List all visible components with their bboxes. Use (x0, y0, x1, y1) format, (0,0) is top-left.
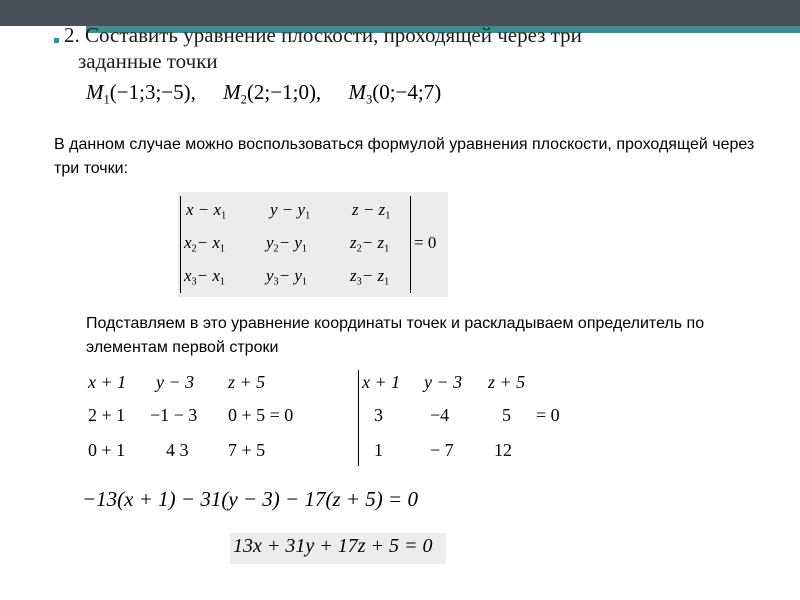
det-left-bar (180, 196, 181, 293)
det-cell-r1c1: $x - x_1$ (186, 200, 227, 222)
det-cell-r2c1: $x_2- x_1$ (184, 233, 226, 255)
left-det-r1c1: x + 1 (88, 372, 127, 392)
right-det-r1c2: y − 3 (424, 372, 463, 392)
left-det-r3c3: 7 + 5 (228, 440, 266, 460)
right-det-r2c2: −4 (430, 405, 450, 425)
det-cell-r1c2: $y - y_1$ (270, 200, 311, 222)
det-cell-r2c3: $z_2- z_1$ (350, 233, 390, 255)
right-det-r3c1: 1 (374, 440, 383, 460)
right-det-r1c3: z + 5 (488, 372, 526, 392)
left-det-r3c2: 4 3 (166, 440, 189, 460)
given-points (86, 80, 441, 107)
title-bullet-icon (54, 38, 59, 43)
right-det-r3c2: − 7 (430, 440, 454, 460)
left-det-r3c1: 0 + 1 (88, 440, 126, 460)
right-det-left-bar (358, 370, 359, 466)
heading-line-1: 2. Составить уравнение плоскости, проходящей через три (64, 23, 582, 47)
substitution-text: Подставляем в это уравнение координаты точек и раскладываем определитель по элементам первой строки (86, 315, 705, 356)
det-cell-r3c1: $x_3- x_1$ (184, 266, 226, 288)
right-det-r2c1: 3 (374, 405, 383, 425)
left-det-r1c3: z + 5 (228, 372, 266, 392)
right-det-r3c3: 12 (494, 440, 512, 460)
left-det-r2c3: 0 + 5 = 0 (228, 405, 294, 425)
expanded-equation: −13(x + 1) − 31(y − 3) − 17(z + 5) = 0 (82, 487, 418, 511)
heading-line-2: заданные точки (78, 49, 218, 73)
right-det-equals-zero: = 0 (536, 405, 560, 425)
right-det-r1c1: x + 1 (362, 372, 401, 392)
det-right-bar (410, 196, 411, 293)
det-cell-r3c2: $y_3- y_1$ (266, 266, 308, 288)
formula-intro-text: В данном случае можно воспользоваться формулой уравнения плоскости, проходящей через три точки: (54, 136, 755, 177)
point-m1: $M_1(-1;3;-5)$, (86, 80, 196, 107)
left-det-r2c1: 2 + 1 (88, 405, 126, 425)
det-cell-r2c2: $y_2- y_1$ (266, 233, 308, 255)
det-equals-zero: = 0 (414, 233, 437, 252)
left-det-r1c2: y − 3 (156, 372, 195, 392)
det-cell-r3c3: $z_3- z_1$ (350, 266, 390, 288)
slide-heading (64, 22, 724, 74)
det-cell-r1c3: $z - z_1$ (352, 200, 391, 222)
plane-equation-answer: 13x + 31y + 17z + 5 = 0 (233, 535, 433, 557)
right-det-r2c3: 5 (502, 405, 511, 425)
point-m3: $M_3(0;-4;7)$ (348, 80, 442, 107)
left-det-r2c2: −1 − 3 (150, 405, 198, 425)
point-m2: $M_2(2;-1;0)$, (223, 80, 322, 107)
